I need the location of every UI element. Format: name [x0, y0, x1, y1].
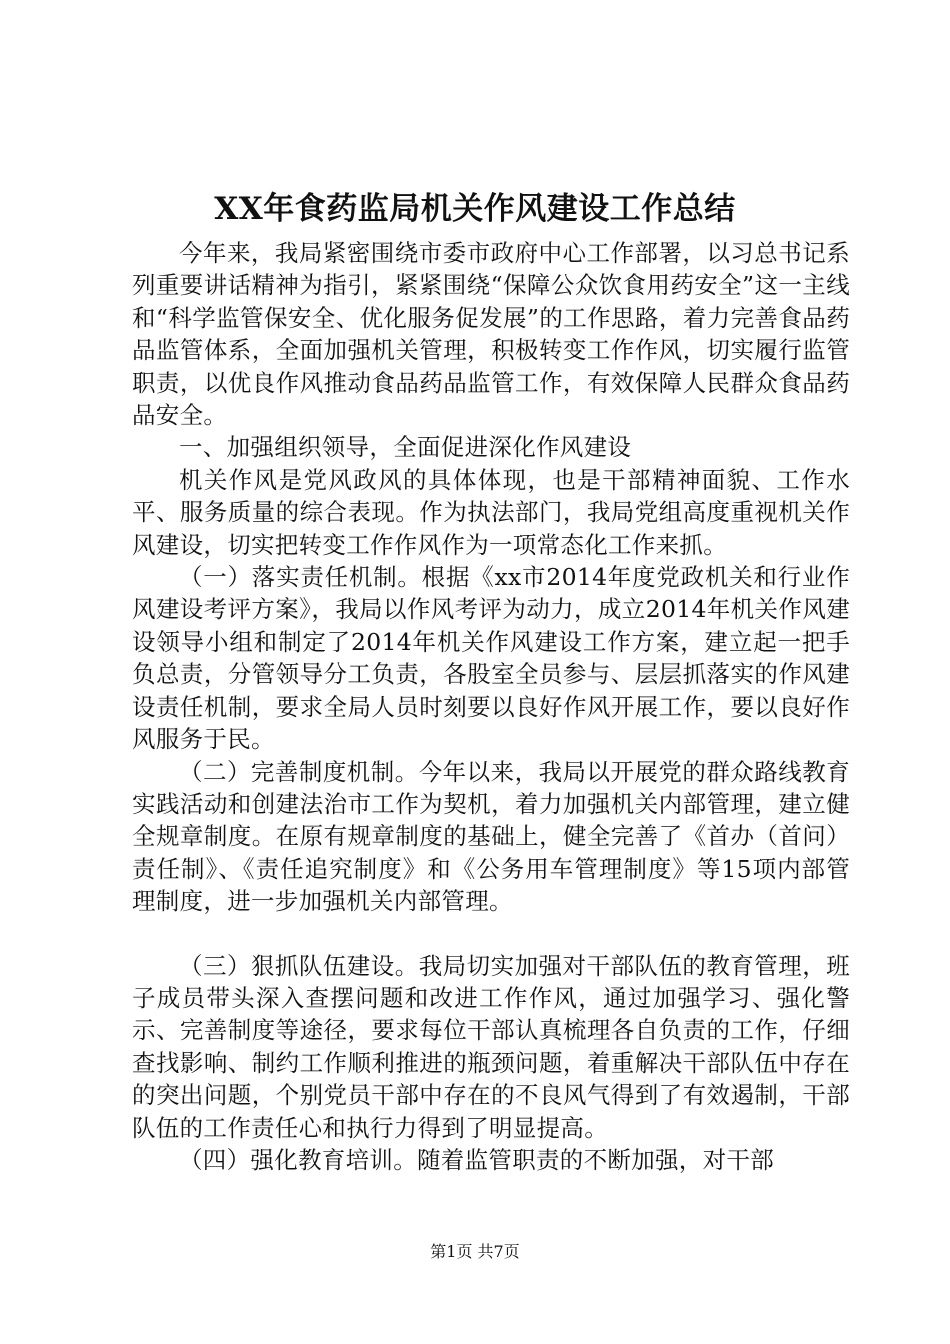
paragraph-intro: 今年来，我局紧密围绕市委市政府中心工作部署，以习总书记系列重要讲话精神为指引，紧紧围绕“保障公众饮食用药安全”这一主线和“科学监管保安全、优化服务促发展”的工作思路，着力完善食品药品监管体系，全面加强机关管理，积极转变工作作风，切实履行监管职责，以优良作风推动食品药品监管工作，有效保障人民群众食品药品安全。: [132, 239, 850, 430]
page-footer: 第1页 共7页: [430, 1242, 520, 1261]
document-title: XX年食药监局机关作风建设工作总结: [214, 191, 736, 227]
document-body: [132, 237, 850, 1176]
paragraph-section-1-intro: 机关作风是党风政风的具体体现，也是干部精神面貌、工作水平、服务质量的综合表现。作为执法部门，我局党组高度重视机关作风建设，切实把转变工作作风作为一项常态化工作来抓。: [132, 465, 850, 559]
paragraph-item-2: （二）完善制度机制。今年以来，我局以开展党的群众路线教育实践活动和创建法治市工作为契机，着力加强机关内部管理，建立健全规章制度。在原有规章制度的基础上，健全完善了《首办（首问）责任制》、《责任追究制度》和《公务用车管理制度》等15项内部管理制度，进一步加强机关内部管理。: [132, 757, 850, 916]
paragraph-item-3: （三）狠抓队伍建设。我局切实加强对干部队伍的教育管理，班子成员带头深入查摆问题和改进工作作风，通过加强学习、强化警示、完善制度等途径，要求每位干部认真梳理各自负责的工作，仔细查找影响、制约工作顺利推进的瓶颈问题，着重解决干部队伍中存在的突出问题，个别党员干部中存在的不良风气得到了有效遏制，干部队伍的工作责任心和执行力得到了明显提高。: [132, 951, 850, 1142]
paragraph-item-1: （一）落实责任机制。根据《xx市2014年度党政机关和行业作风建设考评方案》，我局以作风考评为动力，成立2014年机关作风建设领导小组和制定了2014年机关作风建设工作方案，建立起一把手负总责，分管领导分工负责，各股室全员参与、层层抓落实的作风建设责任机制，要求全局人员时刻要以良好作风开展工作，要以良好作风服务于民。: [132, 563, 850, 754]
section-heading-1: 一、加强组织领导，全面促进深化作风建设: [179, 433, 632, 462]
paragraph-item-4: （四）强化教育培训。随着监管职责的不断加强，对干部: [179, 1145, 774, 1174]
